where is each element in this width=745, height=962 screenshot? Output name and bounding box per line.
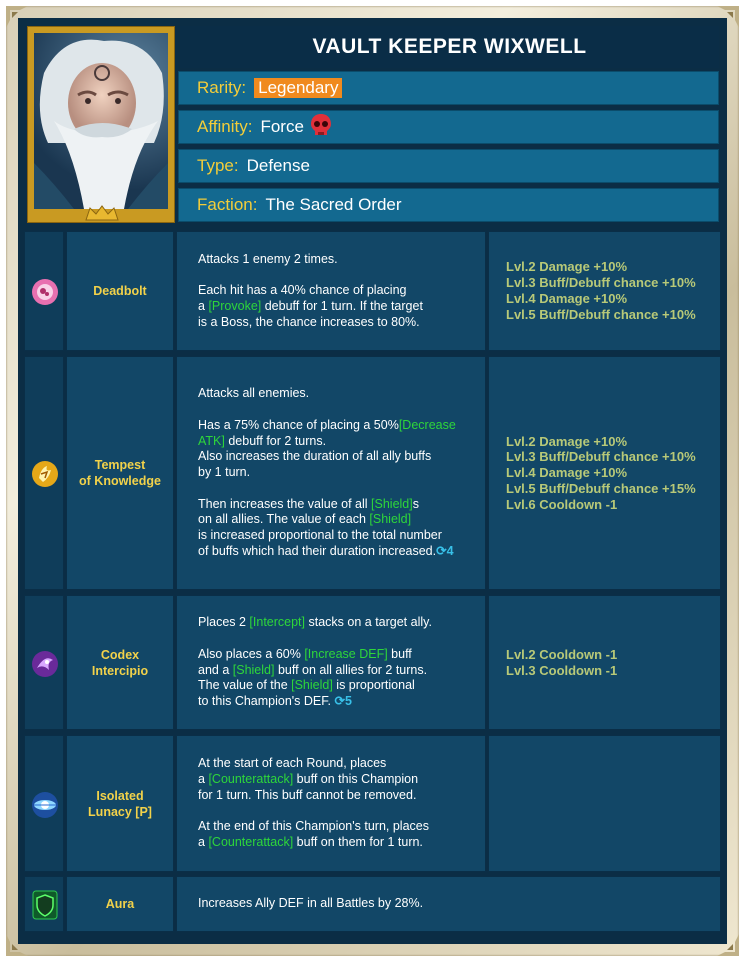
aura-description: Increases Ally DEF in all Battles by 28%. — [176, 876, 721, 932]
skill-level-upgrades — [488, 231, 721, 351]
codex-icon — [31, 650, 59, 678]
skill-level-upgrades — [488, 356, 721, 590]
skill-description-paragraph: Each hit has a 40% chance of placing a [Provoke] debuff for 1 turn. If the target is a Boss, the chance increases to 80%. — [198, 283, 423, 329]
effect-keyword: [Counterattack] — [208, 835, 294, 850]
isolated-lunacy-icon — [31, 791, 59, 819]
level-upgrade-item: Lvl.5 Buff/Debuff chance +10% — [506, 306, 696, 322]
skill-icon-cell — [24, 595, 64, 730]
skill-description-paragraph: Attacks all enemies. — [198, 386, 310, 401]
skill-description — [176, 595, 486, 730]
effect-keyword: [Decrease ATK] — [198, 417, 456, 448]
effect-keyword: [Intercept] — [249, 615, 306, 630]
effect-keyword: [Shield] — [371, 496, 413, 511]
type-label: Type: — [197, 156, 239, 175]
skill-icon-cell — [24, 356, 64, 590]
affinity-row — [178, 110, 719, 144]
effect-keyword: [Shield] — [369, 512, 412, 527]
effect-keyword: [Provoke] — [208, 298, 262, 313]
deadbolt-icon — [31, 278, 59, 306]
rarity-row — [178, 71, 719, 105]
shield-icon — [32, 890, 58, 920]
type-row — [178, 149, 719, 183]
level-upgrade-item: Lvl.5 Buff/Debuff chance +15% — [506, 480, 696, 496]
rarity-value: Legendary — [254, 78, 342, 98]
skill-description-paragraph: At the start of each Round, places a [Counterattack] buff on this Champion for 1 turn. This buff cannot be removed. — [198, 756, 419, 802]
skull-icon — [310, 113, 332, 142]
type-value: Defense — [246, 156, 310, 175]
level-upgrade-item: Lvl.3 Buff/Debuff chance +10% — [506, 449, 696, 465]
skill-name: Isolated Lunacy [P] — [66, 735, 174, 872]
level-upgrade-item: Lvl.3 Cooldown -1 — [506, 662, 618, 678]
skill-row — [24, 356, 721, 590]
skill-description — [176, 231, 486, 351]
skill-description-paragraph: Attacks 1 enemy 2 times. — [198, 251, 338, 266]
effect-keyword: [Counterattack] — [208, 771, 294, 786]
champion-portrait — [27, 26, 175, 223]
skill-description — [176, 356, 486, 590]
level-upgrade-item: Lvl.2 Damage +10% — [506, 433, 628, 449]
level-upgrade-item: Lvl.4 Damage +10% — [506, 291, 628, 306]
aura-row — [24, 876, 721, 932]
cooldown-icon: ⟳4 — [436, 544, 454, 559]
skill-description-paragraph: Also places a 60% [Increase DEF] buff and a [Shield] buff on all allies for 2 turns. The value of the [Shield] is proportional to this Champion's DEF. ⟳5 — [198, 646, 428, 709]
skill-row — [24, 231, 721, 351]
cooldown-icon: ⟳5 — [334, 694, 352, 709]
aura-icon-cell — [24, 876, 64, 932]
faction-value: The Sacred Order — [265, 195, 402, 214]
skill-row — [24, 595, 721, 730]
skill-description-paragraph: Places 2 [Intercept] stacks on a target ally. — [198, 615, 432, 630]
level-upgrade-item: Lvl.6 Cooldown -1 — [506, 496, 618, 512]
crown-badge-icon — [84, 204, 120, 222]
level-upgrade-item: Lvl.2 Damage +10% — [506, 259, 628, 275]
skill-description-paragraph: Then increases the value of all [Shield]s on all allies. The value of each [Shield] is increased proportional to the total number of buffs which had their duration increased.⟳4 — [198, 496, 454, 559]
skill-description — [176, 735, 486, 872]
skill-level-upgrades — [488, 595, 721, 730]
affinity-value: Force — [260, 117, 304, 136]
level-upgrade-item: Lvl.4 Damage +10% — [506, 465, 628, 481]
effect-keyword: [Shield] — [291, 678, 333, 693]
champion-name: VAULT KEEPER WIXWELL — [180, 26, 719, 68]
tempest-icon — [31, 460, 59, 488]
aura-name: Aura — [66, 876, 174, 932]
skill-description-paragraph: At the end of this Champion's turn, places a [Counterattack] buff on them for 1 turn. — [198, 819, 429, 850]
affinity-label: Affinity: — [197, 117, 253, 136]
rarity-label: Rarity: — [197, 78, 247, 97]
effect-keyword: [Shield] — [232, 662, 275, 677]
level-upgrade-item: Lvl.2 Cooldown -1 — [506, 646, 618, 662]
effect-keyword: [Increase DEF] — [304, 646, 388, 661]
skill-icon-cell — [24, 231, 64, 351]
skill-name: Deadbolt — [66, 231, 174, 351]
champion-portrait-image — [34, 33, 168, 209]
skill-description-paragraph: Has a 75% chance of placing a 50%[Decrease ATK] debuff for 2 turns. Also increases the duration of all ally buffs by 1 turn. — [198, 417, 456, 480]
skill-row — [24, 735, 721, 872]
level-upgrade-item: Lvl.3 Buff/Debuff chance +10% — [506, 275, 696, 291]
skill-name: Tempest of Knowledge — [66, 356, 174, 590]
skill-name: Codex Intercipio — [66, 595, 174, 730]
faction-label: Faction: — [197, 195, 258, 214]
skill-level-upgrades — [488, 735, 721, 872]
skill-icon-cell — [24, 735, 64, 872]
faction-row — [178, 188, 719, 222]
